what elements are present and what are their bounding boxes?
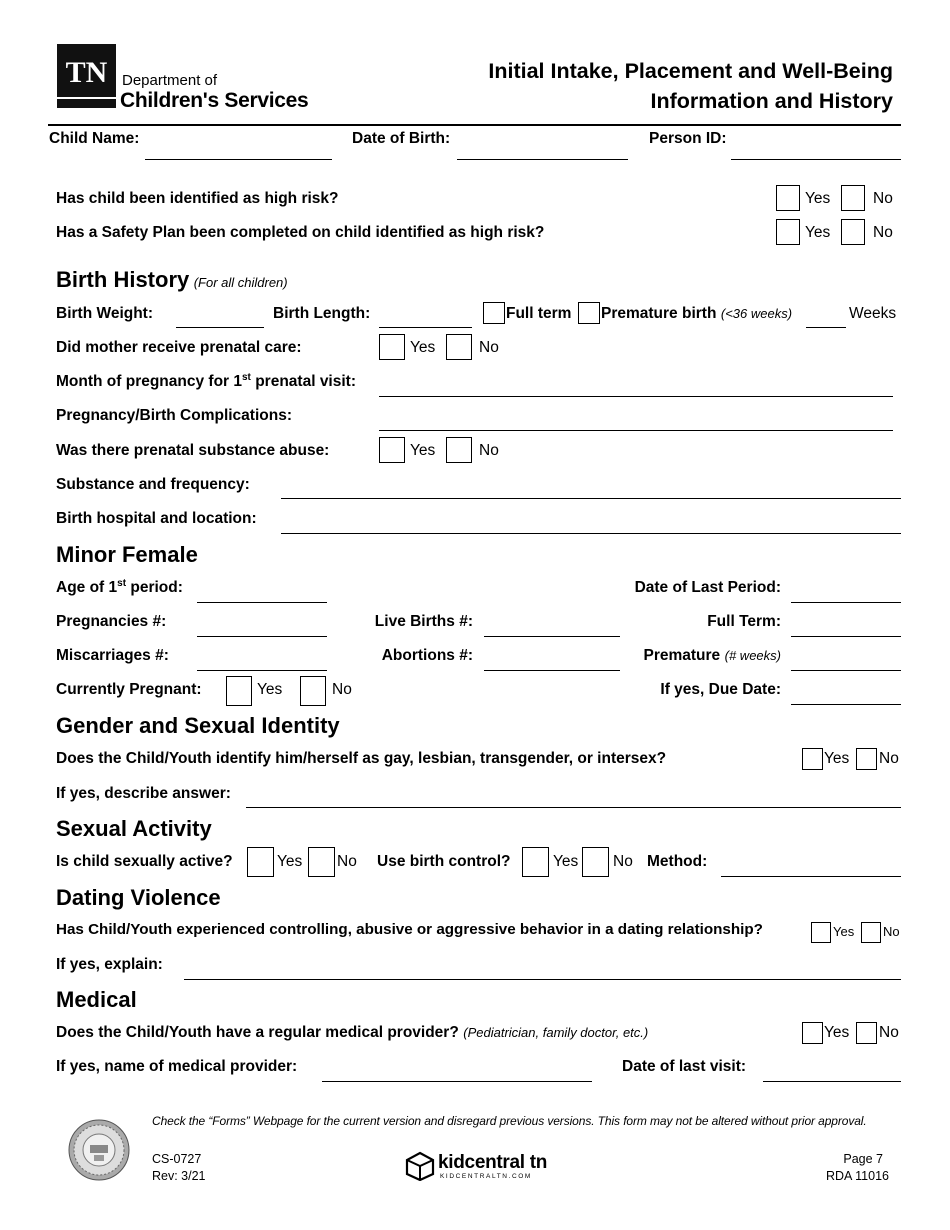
sexually-active-question: Is child sexually active? (56, 853, 233, 870)
form-title-line2: Information and History (650, 89, 893, 113)
live-births-field[interactable] (484, 636, 620, 637)
kidcentral-cube-icon (405, 1151, 435, 1181)
yes-label: Yes (553, 853, 579, 870)
medical-provider-question-text: Does the Child/Youth have a regular medical provider? (56, 1024, 459, 1041)
high-risk-yes-checkbox[interactable] (776, 185, 800, 211)
last-visit-label: Date of last visit: (622, 1058, 747, 1075)
gender-describe-label: If yes, describe answer: (56, 785, 231, 802)
tn-logo-text: TN (65, 56, 108, 89)
gender-heading: Gender and Sexual Identity (56, 713, 340, 738)
form-title (488, 56, 893, 116)
header-rule (48, 124, 901, 126)
kidcentral-url: KIDCENTRALTN.COM (440, 1173, 532, 1180)
first-prenatal-visit-post: prenatal visit: (250, 373, 356, 390)
abortions-label: Abortions #: (381, 647, 473, 664)
premature-birth-text: Premature birth (601, 305, 717, 322)
live-births-label: Live Births #: (374, 613, 473, 630)
sexually-active-no-checkbox[interactable] (308, 847, 335, 877)
gender-question: Does the Child/Youth identify him/herself as gay, lesbian, transgender, or intersex? (56, 750, 667, 767)
yes-label: Yes (277, 853, 303, 870)
form-rev: Rev: 3/21 (152, 1169, 206, 1183)
complications-field[interactable] (379, 430, 893, 431)
full-term-count-label: Full Term: (707, 613, 781, 630)
gender-yes-checkbox[interactable] (802, 748, 823, 770)
dating-explain-field[interactable] (184, 979, 901, 980)
page-number: Page 7 (843, 1152, 883, 1166)
no-label: No (873, 190, 893, 207)
birth-length-field[interactable] (379, 327, 472, 328)
safety-plan-no-checkbox[interactable] (841, 219, 865, 245)
first-prenatal-visit-sup: st (242, 371, 251, 383)
dob-field[interactable] (457, 159, 628, 160)
due-date-label: If yes, Due Date: (660, 681, 781, 698)
first-prenatal-visit-label (56, 373, 356, 391)
abortions-field[interactable] (484, 670, 620, 671)
kidcentral-text: kidcentral tn (438, 1152, 548, 1173)
gender-describe-field[interactable] (246, 807, 901, 808)
age-first-period-pre: Age of 1 (56, 579, 118, 596)
birth-history-heading (56, 267, 288, 293)
yes-label: Yes (257, 681, 283, 698)
currently-pregnant-label: Currently Pregnant: (56, 681, 202, 698)
full-term-label: Full term (506, 305, 572, 322)
no-label: No (879, 1024, 899, 1041)
birth-hospital-field[interactable] (281, 533, 901, 534)
no-label: No (337, 853, 357, 870)
yes-label: Yes (410, 339, 436, 356)
no-label: No (332, 681, 352, 698)
form-title-line1: Initial Intake, Placement and Well-Being (488, 59, 893, 83)
birth-hospital-label: Birth hospital and location: (56, 510, 257, 527)
substance-abuse-yes-checkbox[interactable] (379, 437, 405, 463)
dating-violence-yes-checkbox[interactable] (811, 922, 831, 943)
currently-pregnant-no-checkbox[interactable] (300, 676, 326, 706)
no-label: No (613, 853, 633, 870)
birth-history-note: (For all children) (193, 275, 288, 290)
age-first-period-label (56, 579, 183, 597)
due-date-field[interactable] (791, 704, 901, 705)
medical-provider-question (56, 1024, 648, 1042)
pregnancies-label: Pregnancies #: (56, 613, 167, 630)
person-id-field[interactable] (731, 159, 901, 160)
substance-abuse-question: Was there prenatal substance abuse: (56, 442, 330, 459)
prenatal-care-no-checkbox[interactable] (446, 334, 472, 360)
birth-weight-field[interactable] (176, 327, 264, 328)
prenatal-care-question: Did mother receive prenatal care: (56, 339, 302, 356)
rda-number: RDA 11016 (825, 1169, 889, 1183)
medical-provider-yes-checkbox[interactable] (802, 1022, 823, 1044)
pregnancies-field[interactable] (197, 636, 327, 637)
currently-pregnant-yes-checkbox[interactable] (226, 676, 252, 706)
child-name-field[interactable] (145, 159, 332, 160)
medical-provider-no-checkbox[interactable] (856, 1022, 877, 1044)
no-label: No (479, 339, 499, 356)
premature-weeks-field[interactable] (806, 327, 846, 328)
birth-control-question: Use birth control? (377, 853, 511, 870)
gender-no-checkbox[interactable] (856, 748, 877, 770)
provider-name-label: If yes, name of medical provider: (56, 1058, 298, 1075)
no-label: No (479, 442, 499, 459)
provider-name-field[interactable] (322, 1081, 592, 1082)
no-label: No (873, 224, 893, 241)
premature-count-label (644, 647, 782, 665)
forms-notice: Check the “Forms” Webpage for the current version and disregard previous versions. This form may not be altered without prior approval. (152, 1114, 867, 1128)
yes-label: Yes (805, 190, 831, 207)
complications-label: Pregnancy/Birth Complications: (56, 407, 292, 424)
tn-logo-block (57, 44, 116, 108)
birth-control-yes-checkbox[interactable] (522, 847, 549, 877)
tn-state-seal (68, 1119, 130, 1181)
full-term-count-field[interactable] (791, 636, 901, 637)
substance-frequency-label: Substance and frequency: (56, 476, 250, 493)
yes-label: Yes (824, 750, 850, 767)
dating-violence-question: Has Child/Youth experienced controlling, abusive or aggressive behavior in a dating relationship? (56, 921, 763, 938)
safety-plan-yes-checkbox[interactable] (776, 219, 800, 245)
birth-history-title: Birth History (56, 267, 190, 292)
yes-label: Yes (833, 924, 855, 939)
sexual-activity-heading: Sexual Activity (56, 816, 212, 841)
miscarriages-label: Miscarriages #: (56, 647, 169, 664)
no-label: No (883, 924, 900, 939)
method-label: Method: (647, 853, 708, 870)
full-term-checkbox[interactable] (483, 302, 505, 324)
premature-birth-label (601, 305, 792, 323)
person-id-label: Person ID: (649, 130, 727, 147)
no-label: No (879, 750, 899, 767)
first-prenatal-visit-pre: Month of pregnancy for 1 (56, 373, 242, 390)
premature-birth-checkbox[interactable] (578, 302, 600, 324)
date-last-period-field[interactable] (791, 602, 901, 603)
substance-abuse-no-checkbox[interactable] (446, 437, 472, 463)
dob-label: Date of Birth: (352, 130, 451, 147)
yes-label: Yes (805, 224, 831, 241)
method-field[interactable] (721, 876, 901, 877)
safety-plan-question: Has a Safety Plan been completed on child identified as high risk? (56, 224, 545, 241)
substance-frequency-field[interactable] (281, 498, 901, 499)
premature-birth-note: (<36 weeks) (720, 306, 793, 321)
date-last-period-label: Date of Last Period: (634, 579, 781, 596)
medical-provider-question-note: (Pediatrician, family doctor, etc.) (463, 1025, 649, 1040)
last-visit-field[interactable] (763, 1081, 901, 1082)
premature-count-field[interactable] (791, 670, 901, 671)
premature-count-note: (# weeks) (724, 648, 781, 663)
weeks-label: Weeks (849, 305, 897, 322)
yes-label: Yes (824, 1024, 850, 1041)
minor-female-heading: Minor Female (56, 542, 198, 567)
dept-line2: Children's Services (120, 89, 309, 112)
miscarriages-field[interactable] (197, 670, 327, 671)
dept-line1: Department of (122, 72, 218, 89)
form-id: CS-0727 (152, 1152, 202, 1166)
age-first-period-post: period: (126, 579, 183, 596)
prenatal-care-yes-checkbox[interactable] (379, 334, 405, 360)
high-risk-question: Has child been identified as high risk? (56, 190, 339, 207)
seal-icon (68, 1119, 130, 1181)
dating-violence-no-checkbox[interactable] (861, 922, 881, 943)
yes-label: Yes (410, 442, 436, 459)
sexually-active-yes-checkbox[interactable] (247, 847, 274, 877)
premature-count-text: Premature (643, 647, 721, 664)
dating-violence-heading: Dating Violence (56, 885, 221, 910)
first-prenatal-visit-field[interactable] (379, 396, 893, 397)
birth-length-label: Birth Length: (273, 305, 371, 322)
dating-explain-label: If yes, explain: (56, 956, 163, 973)
high-risk-no-checkbox[interactable] (841, 185, 865, 211)
age-first-period-field[interactable] (197, 602, 327, 603)
birth-control-no-checkbox[interactable] (582, 847, 609, 877)
birth-weight-label: Birth Weight: (56, 305, 154, 322)
child-name-label: Child Name: (49, 130, 140, 147)
medical-heading: Medical (56, 987, 137, 1012)
age-first-period-sup: st (117, 577, 127, 589)
